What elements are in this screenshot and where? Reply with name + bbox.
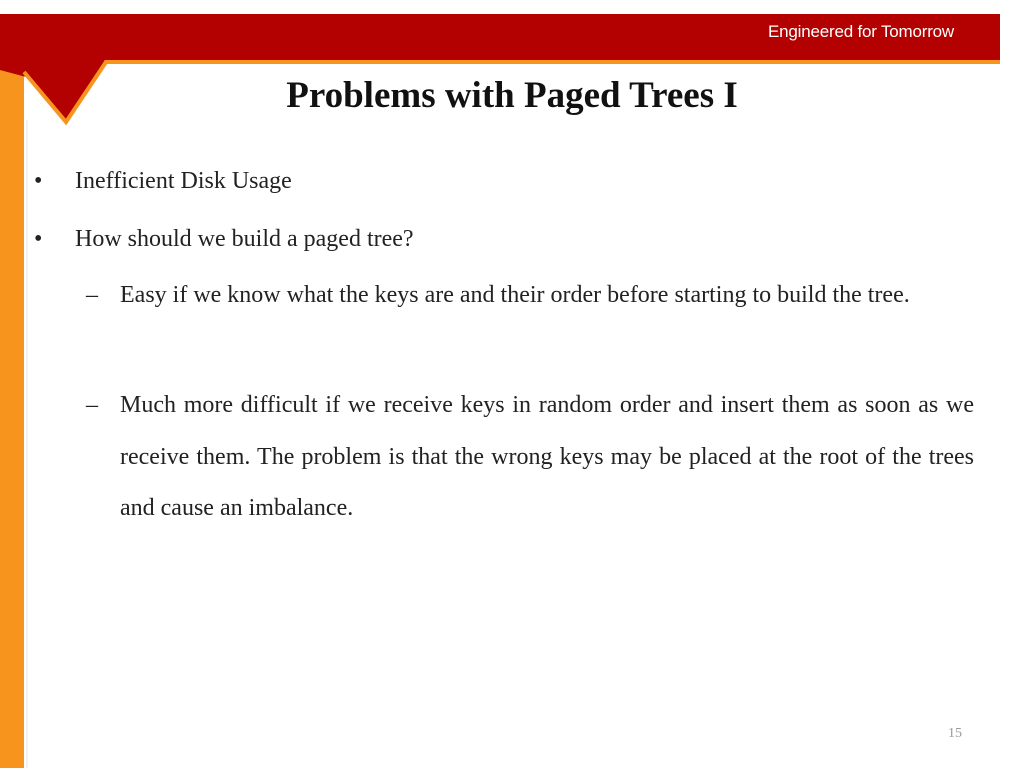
sub-bullet-text: Much more difficult if we receive keys in random order and insert them as soon as we receive them. The problem is that the wrong keys may be placed at the root of the trees and cause an imbalance. bbox=[120, 392, 974, 521]
slide-title: Problems with Paged Trees I bbox=[286, 75, 738, 116]
bullet-text: Inefficient Disk Usage bbox=[75, 168, 292, 194]
sub-bullet-marker: – bbox=[86, 392, 98, 418]
bullet-marker: • bbox=[34, 226, 43, 252]
bullet-marker: • bbox=[34, 168, 43, 194]
page-number: 15 bbox=[948, 726, 962, 741]
sub-bullet-item bbox=[86, 270, 974, 322]
sub-bullet-text: Easy if we know what the keys are and their order before starting to build the tree. bbox=[120, 282, 910, 308]
bullet-text: How should we build a paged tree? bbox=[75, 226, 414, 252]
header-tagline: Engineered for Tomorrow bbox=[768, 22, 954, 41]
orange-left-bar bbox=[0, 60, 24, 768]
sub-bullet-item bbox=[86, 380, 974, 535]
sub-bullet-marker: – bbox=[86, 282, 98, 308]
